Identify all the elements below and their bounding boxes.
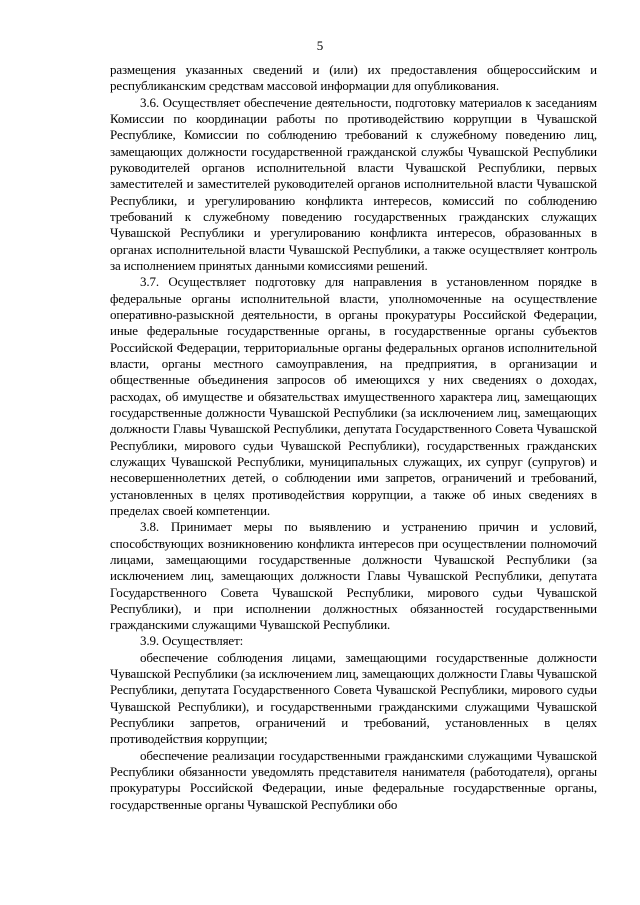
document-body (110, 62, 597, 813)
paragraph-continuation: размещения указанных сведений и (или) их предоставления общероссийским и республиканским средствам массовой информации для опубликования. (110, 62, 597, 94)
paragraph-3-8: 3.8. Принимает меры по выявлению и устранению причин и условий, способствующих возникновению конфликта интересов при осуществлении полномочий лицами, замещающими государственные должности Чувашской Республики (за исключением лиц, замещающих должности Главы Чувашской Республики, депутата Государственного Совета Чувашской Республики, мирового судьи Чувашской Республики), и при исполнении должностных обязанностей государственными гражданскими служащими Чувашской Республики. (110, 519, 597, 633)
paragraph-3-6: 3.6. Осуществляет обеспечение деятельности, подготовку материалов к заседаниям Комиссии по координации работы по противодействию коррупции в Чувашской Республике, Комиссии по соблюдению требований к служебному поведению лиц, замещающих должности государственной гражданской службы Чувашской Республики руководителей органов исполнительной власти Чувашской Республики, первых заместителей и заместителей руководителей органов исполнительной власти Чувашской Республики, и урегулированию конфликта интересов, комиссий по соблюдению требований к служебному поведению государственных гражданских служащих Чувашской Республики и урегулированию конфликта интересов, образованных в органах исполнительной власти Чувашской Республики, а также осуществляет контроль за исполнением принятых данными комиссиями решений. (110, 94, 597, 273)
paragraph-3-9: 3.9. Осуществляет: (140, 633, 244, 649)
paragraph-3-9-item-1: обеспечение соблюдения лицами, замещающими государственные должности Чувашской Республики (за исключением лиц, замещающих должности Главы Чувашской Республики, депутата Государственного Совета Чувашской Республики, мирового судьи Чувашской Республики), и государственными гражданскими служащими Чувашской Республики запретов, ограничений и требований, установленных в целях противодействия коррупции; (110, 649, 597, 747)
paragraph-3-9-item-2: обеспечение реализации государственными гражданскими служащими Чувашской Республики обязанности уведомлять представителя нанимателя (работодателя), органы прокуратуры Российской Федерации, иные федеральные государственные органы, государственные органы Чувашской Республики обо (110, 747, 597, 812)
page-number: 5 (316, 38, 324, 53)
paragraph-3-7: 3.7. Осуществляет подготовку для направления в установленном порядке в федеральные органы исполнительной власти, уполномоченные на осуществление оперативно-разыскной деятельности, в органы прокуратуры Российской Федерации, иные федеральные государственные органы, в государственные органы субъектов Российской Федерации, территориальные органы федеральных органов исполнительной власти, органы местного самоуправления, на предприятия, в организации и общественные объединения запросов об имеющихся у них сведениях о доходах, расходах, об имуществе и обязательствах имущественного характера лиц, замещающих государственные должности Чувашской Республики (за исключением лиц, замещающих должности Главы Чувашской Республики, депутата Государственного Совета Чувашской Республики, мирового судьи Чувашской Республики), государственных гражданских служащих Чувашской Республики, муниципальных служащих, их супруг (супругов) и несовершеннолетних детей, о соблюдении ими запретов, ограничений и требований, установленных в целях противодействия коррупции, а также об иных сведениях в пределах своей компетенции. (110, 274, 597, 518)
